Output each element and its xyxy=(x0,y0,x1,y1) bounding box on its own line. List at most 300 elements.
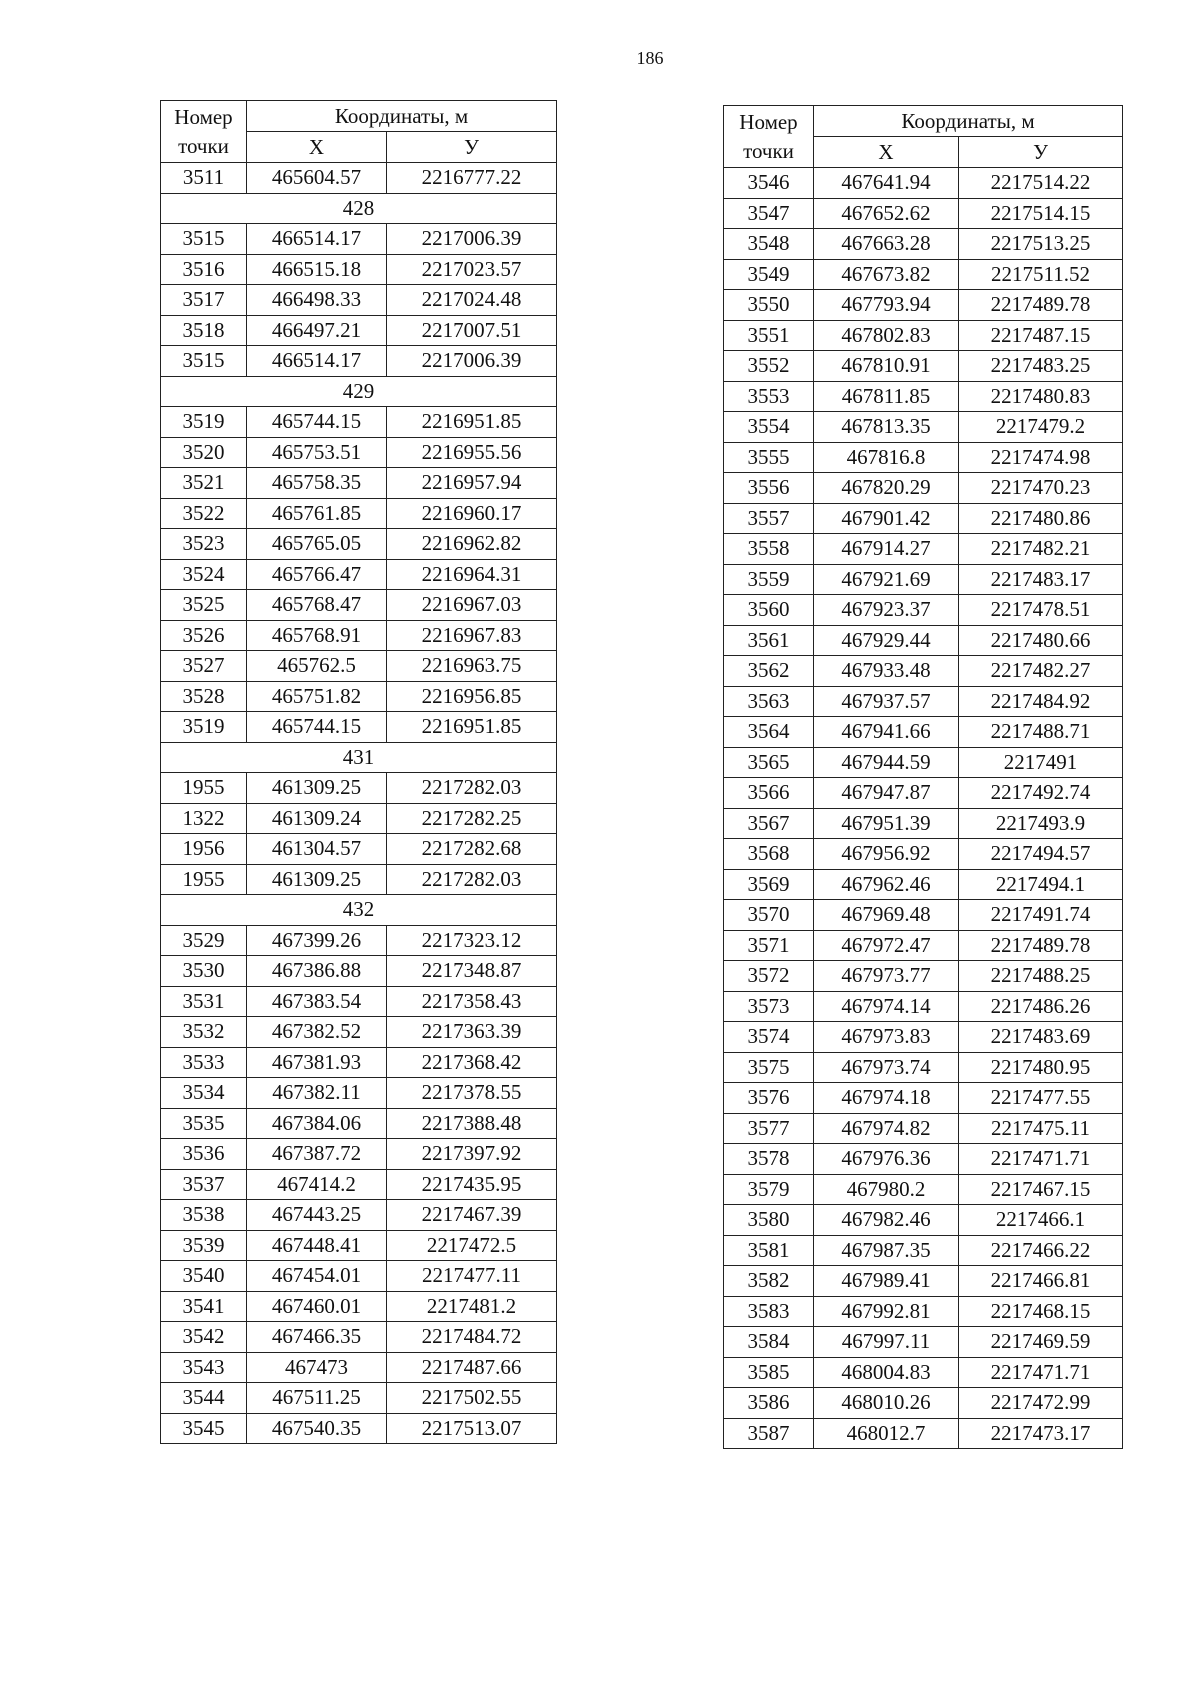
point-number-cell: 3571 xyxy=(724,930,814,961)
point-number-cell: 3555 xyxy=(724,442,814,473)
y-coordinate-cell: 2217487.15 xyxy=(959,320,1123,351)
y-coordinate-cell: 2217482.27 xyxy=(959,656,1123,687)
table-row xyxy=(724,930,1123,961)
point-number-cell: 3569 xyxy=(724,869,814,900)
table-row xyxy=(724,1266,1123,1297)
y-coordinate-cell: 2216957.94 xyxy=(387,468,557,499)
table-row xyxy=(161,1108,557,1139)
point-number-cell: 3566 xyxy=(724,778,814,809)
y-coordinate-cell: 2217466.1 xyxy=(959,1205,1123,1236)
y-coordinate-cell: 2217488.71 xyxy=(959,717,1123,748)
y-coordinate-cell: 2217282.03 xyxy=(387,773,557,804)
x-header: Х xyxy=(247,132,387,163)
point-number-cell: 3531 xyxy=(161,986,247,1017)
y-header: У xyxy=(387,132,557,163)
table-row xyxy=(724,717,1123,748)
point-number-cell: 3547 xyxy=(724,198,814,229)
x-coordinate-cell: 467923.37 xyxy=(814,595,959,626)
x-coordinate-cell: 467987.35 xyxy=(814,1235,959,1266)
x-coordinate-cell: 467992.81 xyxy=(814,1296,959,1327)
table-row xyxy=(161,559,557,590)
x-coordinate-cell: 466514.17 xyxy=(247,346,387,377)
right-table-body xyxy=(724,168,1123,1449)
point-number-cell: 3567 xyxy=(724,808,814,839)
point-number-cell: 3580 xyxy=(724,1205,814,1236)
table-row xyxy=(724,1327,1123,1358)
group-label: 431 xyxy=(161,742,557,773)
table-row xyxy=(724,442,1123,473)
point-number-cell: 3518 xyxy=(161,315,247,346)
y-coordinate-cell: 2217468.15 xyxy=(959,1296,1123,1327)
table-row xyxy=(724,625,1123,656)
point-number-cell: 3523 xyxy=(161,529,247,560)
y-coordinate-cell: 2217472.5 xyxy=(387,1230,557,1261)
table-row xyxy=(161,803,557,834)
table-row xyxy=(161,864,557,895)
point-number-cell: 3534 xyxy=(161,1078,247,1109)
x-coordinate-cell: 467941.66 xyxy=(814,717,959,748)
y-coordinate-cell: 2216967.83 xyxy=(387,620,557,651)
y-coordinate-cell: 2217486.26 xyxy=(959,991,1123,1022)
table-row xyxy=(161,1017,557,1048)
table-row xyxy=(161,834,557,865)
x-coordinate-cell: 465768.91 xyxy=(247,620,387,651)
table-row xyxy=(724,1083,1123,1114)
point-number-cell: 3539 xyxy=(161,1230,247,1261)
coordinates-table-right xyxy=(723,105,1123,1449)
x-coordinate-cell: 467973.74 xyxy=(814,1052,959,1083)
x-coordinate-cell: 465744.15 xyxy=(247,712,387,743)
coordinates-table-left xyxy=(160,100,557,1444)
group-row xyxy=(161,742,557,773)
x-coordinate-cell: 465762.5 xyxy=(247,651,387,682)
point-number-cell: 3559 xyxy=(724,564,814,595)
x-coordinate-cell: 467511.25 xyxy=(247,1383,387,1414)
y-coordinate-cell: 2216960.17 xyxy=(387,498,557,529)
x-coordinate-cell: 467989.41 xyxy=(814,1266,959,1297)
table-row xyxy=(161,1322,557,1353)
table-row xyxy=(724,1174,1123,1205)
y-coordinate-cell: 2217006.39 xyxy=(387,346,557,377)
x-coordinate-cell: 466498.33 xyxy=(247,285,387,316)
y-coordinate-cell: 2217481.2 xyxy=(387,1291,557,1322)
x-coordinate-cell: 467384.06 xyxy=(247,1108,387,1139)
x-coordinate-cell: 467973.77 xyxy=(814,961,959,992)
table-row xyxy=(161,1169,557,1200)
x-coordinate-cell: 465751.82 xyxy=(247,681,387,712)
x-coordinate-cell: 467951.39 xyxy=(814,808,959,839)
y-coordinate-cell: 2217006.39 xyxy=(387,224,557,255)
x-coordinate-cell: 465744.15 xyxy=(247,407,387,438)
table-row xyxy=(724,534,1123,565)
point-number-cell: 3515 xyxy=(161,346,247,377)
table-row xyxy=(161,651,557,682)
y-coordinate-cell: 2217474.98 xyxy=(959,442,1123,473)
y-coordinate-cell: 2217480.83 xyxy=(959,381,1123,412)
group-label: 432 xyxy=(161,895,557,926)
point-number-cell: 3527 xyxy=(161,651,247,682)
table-row xyxy=(161,315,557,346)
y-coordinate-cell: 2217489.78 xyxy=(959,930,1123,961)
table-row xyxy=(724,259,1123,290)
point-number-cell: 3540 xyxy=(161,1261,247,1292)
x-coordinate-cell: 467443.25 xyxy=(247,1200,387,1231)
table-row xyxy=(161,773,557,804)
y-coordinate-cell: 2217491.74 xyxy=(959,900,1123,931)
y-coordinate-cell: 2216951.85 xyxy=(387,407,557,438)
group-label: 428 xyxy=(161,193,557,224)
y-coordinate-cell: 2216963.75 xyxy=(387,651,557,682)
y-coordinate-cell: 2216956.85 xyxy=(387,681,557,712)
x-coordinate-cell: 467381.93 xyxy=(247,1047,387,1078)
x-coordinate-cell: 465765.05 xyxy=(247,529,387,560)
left-table-body xyxy=(161,163,557,1444)
x-coordinate-cell: 465758.35 xyxy=(247,468,387,499)
table-row xyxy=(161,224,557,255)
table-row xyxy=(724,808,1123,839)
point-number-cell: 1956 xyxy=(161,834,247,865)
x-coordinate-cell: 467383.54 xyxy=(247,986,387,1017)
point-number-cell: 3556 xyxy=(724,473,814,504)
table-row xyxy=(161,986,557,1017)
y-coordinate-cell: 2216951.85 xyxy=(387,712,557,743)
y-coordinate-cell: 2217470.23 xyxy=(959,473,1123,504)
y-coordinate-cell: 2217348.87 xyxy=(387,956,557,987)
table-row xyxy=(724,747,1123,778)
y-coordinate-cell: 2217467.39 xyxy=(387,1200,557,1231)
point-number-cell: 3530 xyxy=(161,956,247,987)
point-number-cell: 3548 xyxy=(724,229,814,260)
y-coordinate-cell: 2217368.42 xyxy=(387,1047,557,1078)
point-number-cell: 3528 xyxy=(161,681,247,712)
table-row xyxy=(161,1352,557,1383)
point-number-cell: 3511 xyxy=(161,163,247,194)
x-coordinate-cell: 468004.83 xyxy=(814,1357,959,1388)
x-coordinate-cell: 467460.01 xyxy=(247,1291,387,1322)
y-header: У xyxy=(959,137,1123,168)
table-row xyxy=(724,290,1123,321)
point-number-cell: 3533 xyxy=(161,1047,247,1078)
table-row xyxy=(161,620,557,651)
x-coordinate-cell: 467980.2 xyxy=(814,1174,959,1205)
group-row xyxy=(161,193,557,224)
point-number-cell: 3568 xyxy=(724,839,814,870)
y-coordinate-cell: 2217511.52 xyxy=(959,259,1123,290)
point-number-cell: 3557 xyxy=(724,503,814,534)
y-coordinate-cell: 2217502.55 xyxy=(387,1383,557,1414)
x-coordinate-cell: 468012.7 xyxy=(814,1418,959,1449)
x-coordinate-cell: 467901.42 xyxy=(814,503,959,534)
point-number-cell: 3538 xyxy=(161,1200,247,1231)
point-number-cell: 3536 xyxy=(161,1139,247,1170)
point-number-cell: 1955 xyxy=(161,864,247,895)
point-number-cell: 3578 xyxy=(724,1144,814,1175)
point-number-cell: 3553 xyxy=(724,381,814,412)
point-number-cell: 3537 xyxy=(161,1169,247,1200)
y-coordinate-cell: 2216967.03 xyxy=(387,590,557,621)
table-row xyxy=(724,1418,1123,1449)
table-row xyxy=(724,412,1123,443)
table-row xyxy=(724,503,1123,534)
table-row xyxy=(724,1113,1123,1144)
point-number-cell: 3572 xyxy=(724,961,814,992)
table-row xyxy=(161,285,557,316)
x-coordinate-cell: 467976.36 xyxy=(814,1144,959,1175)
x-coordinate-cell: 467641.94 xyxy=(814,168,959,199)
table-row xyxy=(161,468,557,499)
point-number-cell: 3565 xyxy=(724,747,814,778)
point-number-cell: 3585 xyxy=(724,1357,814,1388)
table-row xyxy=(161,498,557,529)
x-coordinate-cell: 465766.47 xyxy=(247,559,387,590)
point-number-cell: 3550 xyxy=(724,290,814,321)
x-coordinate-cell: 467652.62 xyxy=(814,198,959,229)
group-row xyxy=(161,376,557,407)
point-number-cell: 3586 xyxy=(724,1388,814,1419)
point-number-cell: 3525 xyxy=(161,590,247,621)
y-coordinate-cell: 2217484.72 xyxy=(387,1322,557,1353)
y-coordinate-cell: 2217488.25 xyxy=(959,961,1123,992)
y-coordinate-cell: 2217478.51 xyxy=(959,595,1123,626)
x-coordinate-cell: 467382.52 xyxy=(247,1017,387,1048)
x-coordinate-cell: 467816.8 xyxy=(814,442,959,473)
table-row xyxy=(724,869,1123,900)
table-row xyxy=(724,1357,1123,1388)
x-coordinate-cell: 467921.69 xyxy=(814,564,959,595)
point-number-cell: 3575 xyxy=(724,1052,814,1083)
point-number-cell: 3560 xyxy=(724,595,814,626)
x-coordinate-cell: 467969.48 xyxy=(814,900,959,931)
x-coordinate-cell: 467793.94 xyxy=(814,290,959,321)
point-number-cell: 3517 xyxy=(161,285,247,316)
point-number-cell: 3583 xyxy=(724,1296,814,1327)
table-row xyxy=(161,1383,557,1414)
point-number-cell: 3516 xyxy=(161,254,247,285)
x-coordinate-cell: 467414.2 xyxy=(247,1169,387,1200)
y-coordinate-cell: 2217477.55 xyxy=(959,1083,1123,1114)
point-number-cell: 3524 xyxy=(161,559,247,590)
y-coordinate-cell: 2217469.59 xyxy=(959,1327,1123,1358)
y-coordinate-cell: 2217480.95 xyxy=(959,1052,1123,1083)
x-coordinate-cell: 465768.47 xyxy=(247,590,387,621)
x-coordinate-cell: 467956.92 xyxy=(814,839,959,870)
page-number: 186 xyxy=(636,48,664,68)
x-coordinate-cell: 467473 xyxy=(247,1352,387,1383)
table-row xyxy=(724,381,1123,412)
point-number-cell: 3546 xyxy=(724,168,814,199)
table-row xyxy=(161,1261,557,1292)
point-number-cell: 3554 xyxy=(724,412,814,443)
y-coordinate-cell: 2217491 xyxy=(959,747,1123,778)
y-coordinate-cell: 2217477.11 xyxy=(387,1261,557,1292)
x-coordinate-cell: 467974.14 xyxy=(814,991,959,1022)
coordinates-header: Координаты, м xyxy=(247,101,557,132)
table-row xyxy=(724,961,1123,992)
point-number-cell: 3521 xyxy=(161,468,247,499)
table-row xyxy=(724,229,1123,260)
x-coordinate-cell: 467382.11 xyxy=(247,1078,387,1109)
table-row xyxy=(724,320,1123,351)
table-row xyxy=(161,1078,557,1109)
x-coordinate-cell: 461309.25 xyxy=(247,864,387,895)
table-row xyxy=(161,1200,557,1231)
y-coordinate-cell: 2217487.66 xyxy=(387,1352,557,1383)
y-coordinate-cell: 2217494.1 xyxy=(959,869,1123,900)
y-coordinate-cell: 2217513.07 xyxy=(387,1413,557,1444)
x-coordinate-cell: 467914.27 xyxy=(814,534,959,565)
table-row xyxy=(161,163,557,194)
point-number-cell: 3561 xyxy=(724,625,814,656)
table-row xyxy=(724,1205,1123,1236)
point-number-cell: 3545 xyxy=(161,1413,247,1444)
y-coordinate-cell: 2217493.9 xyxy=(959,808,1123,839)
table-row xyxy=(724,1296,1123,1327)
table-row xyxy=(161,529,557,560)
y-coordinate-cell: 2217492.74 xyxy=(959,778,1123,809)
point-number-cell: 3544 xyxy=(161,1383,247,1414)
x-coordinate-cell: 467386.88 xyxy=(247,956,387,987)
x-coordinate-cell: 461309.24 xyxy=(247,803,387,834)
x-coordinate-cell: 466515.18 xyxy=(247,254,387,285)
y-coordinate-cell: 2216777.22 xyxy=(387,163,557,194)
y-coordinate-cell: 2217282.03 xyxy=(387,864,557,895)
x-coordinate-cell: 467673.82 xyxy=(814,259,959,290)
y-coordinate-cell: 2217473.17 xyxy=(959,1418,1123,1449)
table-row xyxy=(161,590,557,621)
x-coordinate-cell: 467933.48 xyxy=(814,656,959,687)
point-number-cell: 3522 xyxy=(161,498,247,529)
x-coordinate-cell: 467813.35 xyxy=(814,412,959,443)
x-coordinate-cell: 467663.28 xyxy=(814,229,959,260)
x-coordinate-cell: 467947.87 xyxy=(814,778,959,809)
x-coordinate-cell: 466514.17 xyxy=(247,224,387,255)
y-coordinate-cell: 2217358.43 xyxy=(387,986,557,1017)
point-number-cell: 3584 xyxy=(724,1327,814,1358)
x-coordinate-cell: 465753.51 xyxy=(247,437,387,468)
y-coordinate-cell: 2217480.66 xyxy=(959,625,1123,656)
point-number-cell: 3526 xyxy=(161,620,247,651)
table-row xyxy=(161,254,557,285)
table-row xyxy=(724,1052,1123,1083)
point-number-cell: 3562 xyxy=(724,656,814,687)
point-number-cell: 3532 xyxy=(161,1017,247,1048)
x-coordinate-cell: 467972.47 xyxy=(814,930,959,961)
table-row xyxy=(161,437,557,468)
x-coordinate-cell: 466497.21 xyxy=(247,315,387,346)
x-coordinate-cell: 467997.11 xyxy=(814,1327,959,1358)
table-row xyxy=(724,564,1123,595)
x-coordinate-cell: 467974.82 xyxy=(814,1113,959,1144)
point-number-cell: 3542 xyxy=(161,1322,247,1353)
table-row xyxy=(161,925,557,956)
y-coordinate-cell: 2216962.82 xyxy=(387,529,557,560)
x-coordinate-cell: 468010.26 xyxy=(814,1388,959,1419)
point-number-cell: 3535 xyxy=(161,1108,247,1139)
table-row xyxy=(161,346,557,377)
point-number-cell: 3529 xyxy=(161,925,247,956)
table-row xyxy=(724,198,1123,229)
table-row xyxy=(724,1022,1123,1053)
y-coordinate-cell: 2217494.57 xyxy=(959,839,1123,870)
y-coordinate-cell: 2217514.22 xyxy=(959,168,1123,199)
x-coordinate-cell: 467937.57 xyxy=(814,686,959,717)
point-number-cell: 3570 xyxy=(724,900,814,931)
y-coordinate-cell: 2217471.71 xyxy=(959,1144,1123,1175)
point-number-cell: 3543 xyxy=(161,1352,247,1383)
y-coordinate-cell: 2217483.17 xyxy=(959,564,1123,595)
point-number-cell: 3519 xyxy=(161,407,247,438)
table-row xyxy=(161,712,557,743)
x-coordinate-cell: 465604.57 xyxy=(247,163,387,194)
y-coordinate-cell: 2217397.92 xyxy=(387,1139,557,1170)
point-number-cell: 3520 xyxy=(161,437,247,468)
point-number-cell: 3541 xyxy=(161,1291,247,1322)
table-row xyxy=(161,407,557,438)
x-coordinate-cell: 467973.83 xyxy=(814,1022,959,1053)
point-number-cell: 1322 xyxy=(161,803,247,834)
point-number-cell: 3581 xyxy=(724,1235,814,1266)
table-row xyxy=(724,168,1123,199)
table-row xyxy=(724,351,1123,382)
x-coordinate-cell: 467454.01 xyxy=(247,1261,387,1292)
y-coordinate-cell: 2217482.21 xyxy=(959,534,1123,565)
x-coordinate-cell: 467974.18 xyxy=(814,1083,959,1114)
y-coordinate-cell: 2217466.22 xyxy=(959,1235,1123,1266)
group-label: 429 xyxy=(161,376,557,407)
y-coordinate-cell: 2217472.99 xyxy=(959,1388,1123,1419)
y-coordinate-cell: 2217480.86 xyxy=(959,503,1123,534)
y-coordinate-cell: 2217483.25 xyxy=(959,351,1123,382)
y-coordinate-cell: 2217475.11 xyxy=(959,1113,1123,1144)
y-coordinate-cell: 2217514.15 xyxy=(959,198,1123,229)
y-coordinate-cell: 2217388.48 xyxy=(387,1108,557,1139)
x-coordinate-cell: 467811.85 xyxy=(814,381,959,412)
point-number-cell: 3576 xyxy=(724,1083,814,1114)
point-number-cell: 3558 xyxy=(724,534,814,565)
table-row xyxy=(724,1388,1123,1419)
y-coordinate-cell: 2217484.92 xyxy=(959,686,1123,717)
coordinates-header: Координаты, м xyxy=(814,106,1123,137)
x-coordinate-cell: 467929.44 xyxy=(814,625,959,656)
x-header: Х xyxy=(814,137,959,168)
point-number-cell: 3519 xyxy=(161,712,247,743)
table-row xyxy=(724,686,1123,717)
point-number-cell: 3574 xyxy=(724,1022,814,1053)
x-coordinate-cell: 467802.83 xyxy=(814,320,959,351)
x-coordinate-cell: 461304.57 xyxy=(247,834,387,865)
x-coordinate-cell: 467399.26 xyxy=(247,925,387,956)
y-coordinate-cell: 2217513.25 xyxy=(959,229,1123,260)
point-number-cell: 3587 xyxy=(724,1418,814,1449)
y-coordinate-cell: 2217466.81 xyxy=(959,1266,1123,1297)
y-coordinate-cell: 2217363.39 xyxy=(387,1017,557,1048)
y-coordinate-cell: 2217479.2 xyxy=(959,412,1123,443)
x-coordinate-cell: 465761.85 xyxy=(247,498,387,529)
y-coordinate-cell: 2217483.69 xyxy=(959,1022,1123,1053)
y-coordinate-cell: 2217323.12 xyxy=(387,925,557,956)
x-coordinate-cell: 467448.41 xyxy=(247,1230,387,1261)
x-coordinate-cell: 467810.91 xyxy=(814,351,959,382)
y-coordinate-cell: 2217282.25 xyxy=(387,803,557,834)
point-number-cell: 3515 xyxy=(161,224,247,255)
point-number-cell: 3579 xyxy=(724,1174,814,1205)
point-number-cell: 3551 xyxy=(724,320,814,351)
table-row xyxy=(724,473,1123,504)
table-row xyxy=(724,1144,1123,1175)
y-coordinate-cell: 2217024.48 xyxy=(387,285,557,316)
table-row xyxy=(724,656,1123,687)
table-row xyxy=(161,1291,557,1322)
